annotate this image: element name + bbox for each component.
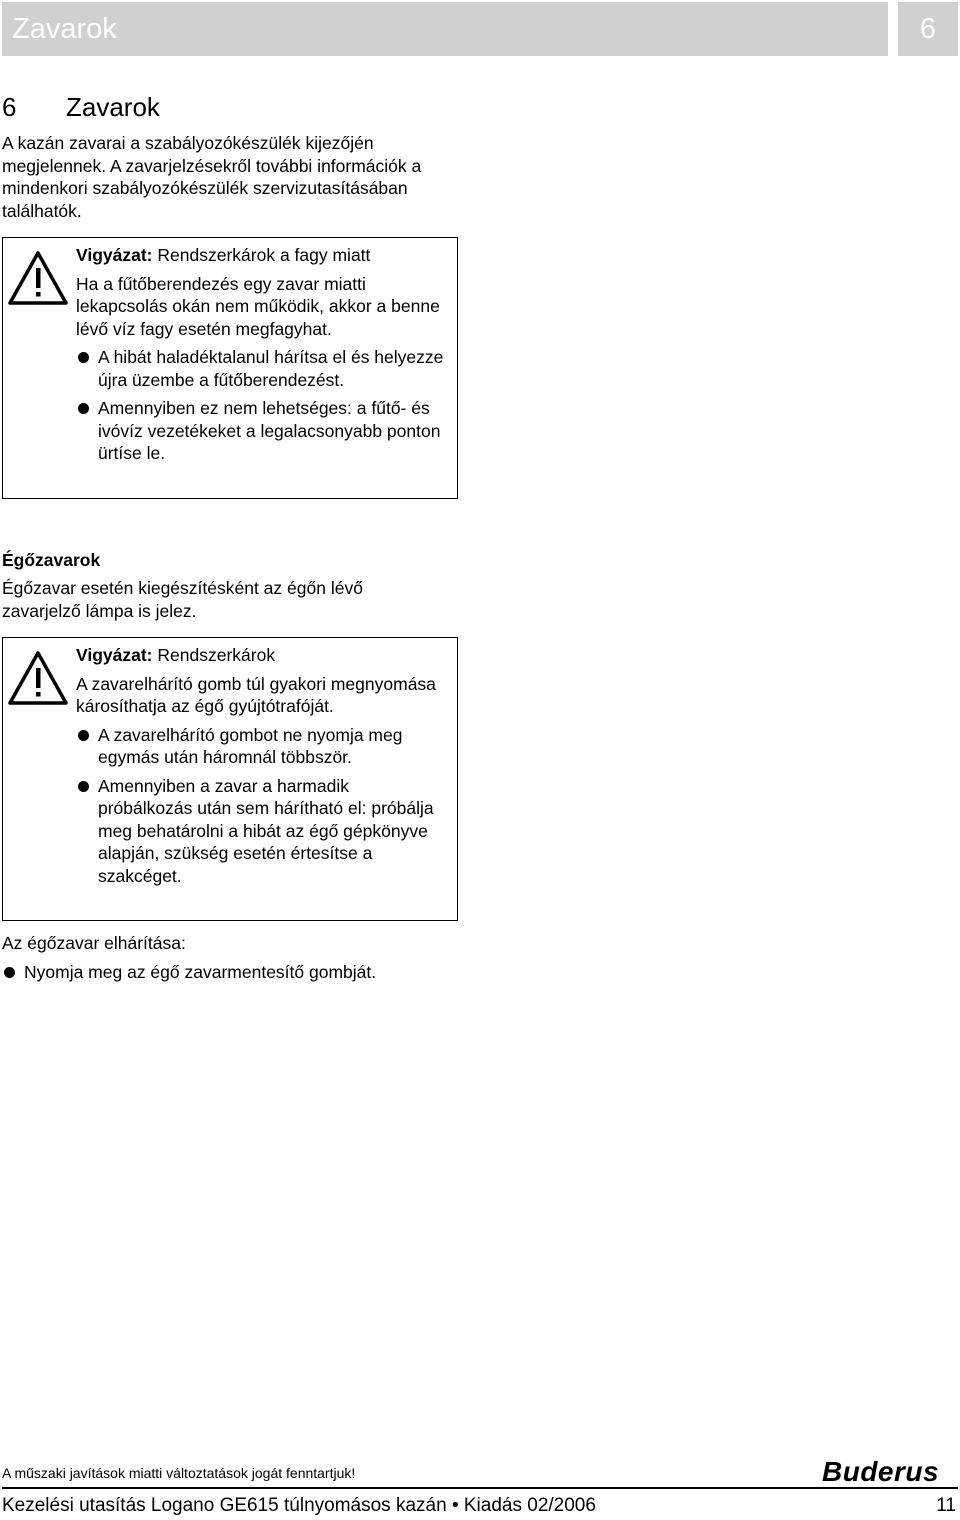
warning-bullet-list (76, 724, 447, 888)
warning-content (76, 244, 447, 471)
footer-note: A műszaki javítások miatti változtatások jogát fenntartjuk! (2, 1465, 356, 1481)
warning-bullet-list (76, 346, 447, 465)
footer-divider (2, 1487, 958, 1489)
warning-content (76, 644, 447, 893)
warning-box-reset-button (2, 637, 458, 921)
list-item: Amennyiben ez nem lehetséges: a fűtő- és ivóvíz vezetékeket a legalacsonyabb ponton ürtíse le. (76, 397, 447, 465)
list-item: A zavarelhárító gombot ne nyomja meg egymás után háromnál többször. (76, 724, 447, 769)
burner-fault-heading: Égőzavarok (2, 550, 101, 570)
warning-box-frost (2, 237, 458, 499)
chapter-number: 6 (919, 13, 937, 45)
intro-paragraph: A kazán zavarai a szabályozókészülék kijezőjén megjelennek. A zavarjelzésekről további információk a mindenkori szabályozókészülék szervizutasításában találhatók. (2, 133, 422, 221)
list-item: Amennyiben a zavar a harmadik próbálkozás után sem hárítható el: próbálja meg behatárolni a hibát az égő gépkönyve alapján, szükség esetén értesítse a szakcéget. (76, 775, 447, 888)
warning-label: Vigyázat: (76, 245, 153, 265)
section-title (2, 90, 160, 124)
warning-title: Rendszerkárok a fagy miatt (157, 245, 371, 265)
buderus-logo: Buderus (822, 1456, 940, 1487)
fix-label: Az égőzavar elhárítása: (2, 933, 186, 953)
warning-label: Vigyázat: (76, 645, 153, 665)
footer-document-info: Kezelési utasítás Logano GE615 túlnyomásos kazán • Kiadás 02/2006 (2, 1495, 596, 1516)
section-number: 6 (2, 92, 17, 122)
warning-text: Ha a fűtőberendezés egy zavar miatti lekapcsolás okán nem működik, akkor a benne lévő víz fagy esetén megfagyhat. (76, 273, 440, 339)
warning-title: Rendszerkárok (157, 645, 276, 665)
list-item: A hibát haladéktalanul hárítsa el és helyezze újra üzembe a fűtőberendezést. (76, 346, 447, 391)
chapter-number-tab (898, 2, 958, 56)
warning-text: A zavarelhárító gomb túl gyakori megnyomása károsíthatja az égő gyújtótrafóját. (76, 673, 436, 716)
chapter-header-title: Zavarok (12, 13, 117, 45)
section-title-text: Zavarok (66, 92, 160, 122)
burner-fault-paragraph: Égőzavar esetén kiegészítésként az égőn lévő zavarjelző lámpa is jelez. (2, 578, 363, 621)
warning-triangle-icon (7, 250, 69, 306)
chapter-header-bar (2, 2, 888, 56)
page-number: 11 (936, 1495, 956, 1516)
fix-step: Nyomja meg az égő zavarmentesítő gombját. (2, 961, 376, 983)
warning-triangle-icon (7, 650, 69, 706)
